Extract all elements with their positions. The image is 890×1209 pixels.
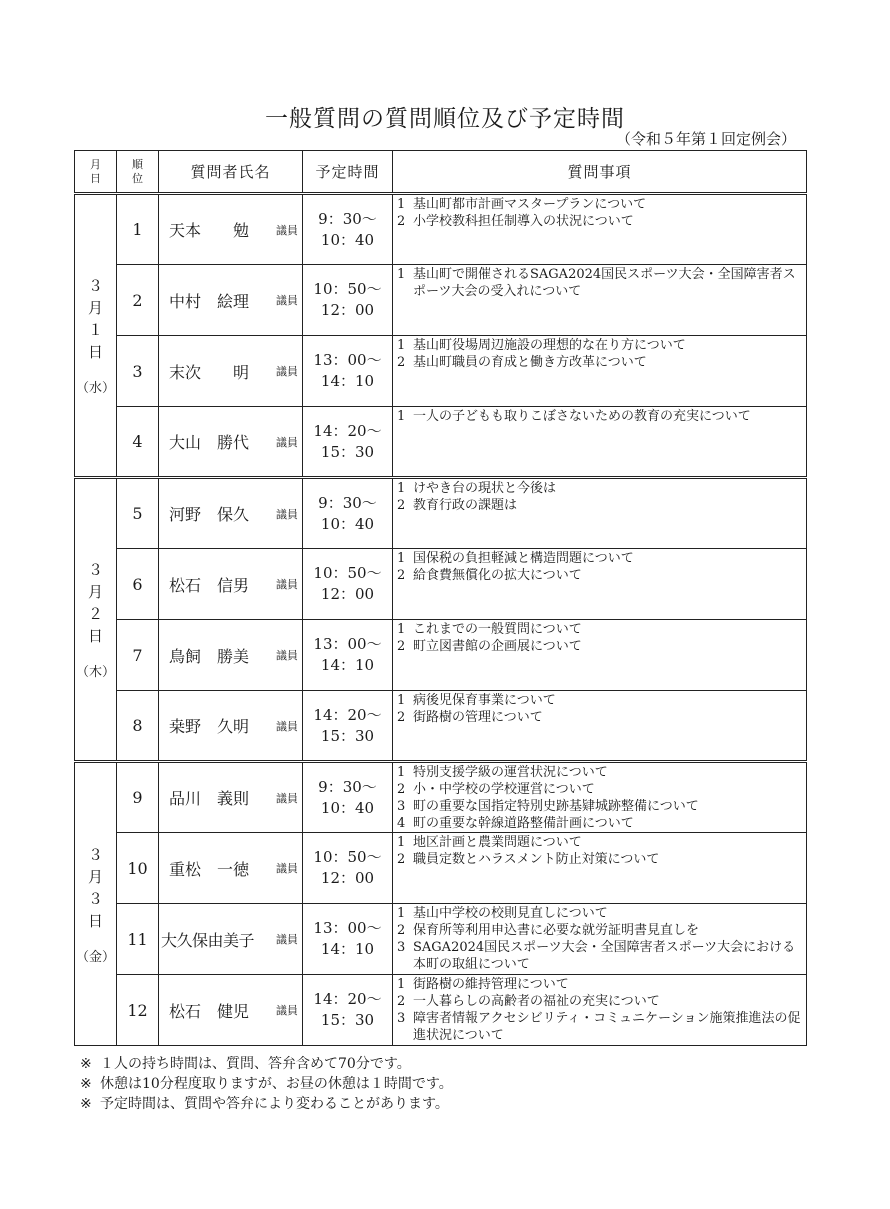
topic-number: 2 bbox=[397, 639, 406, 654]
topic-number: 1 bbox=[397, 551, 406, 566]
order-number: 6 bbox=[117, 549, 159, 620]
list-item bbox=[397, 408, 802, 425]
date-line: １ bbox=[87, 321, 103, 339]
time-start: 13：00〜 bbox=[313, 919, 382, 937]
scheduled-time bbox=[303, 407, 393, 478]
list-item bbox=[397, 764, 802, 781]
questioner-cell bbox=[159, 691, 303, 762]
date-line: 日 bbox=[87, 911, 103, 930]
order-number: 12 bbox=[117, 975, 159, 1046]
order-number: 8 bbox=[117, 691, 159, 762]
topic-text: 町の重要な国指定特別史跡基肄城跡整備について bbox=[413, 799, 699, 814]
date-line: ３ bbox=[87, 889, 103, 908]
list-item bbox=[397, 266, 802, 300]
time-start: 14：20〜 bbox=[313, 705, 382, 724]
questioner-name: 大久保由美子 bbox=[161, 930, 255, 950]
topic-text: 保育所等利用申込書に必要な就労証明書見直しを bbox=[413, 923, 700, 938]
header-row bbox=[75, 151, 807, 194]
questioner-name: 品川 義則 bbox=[169, 789, 250, 808]
topic-text: 教育行政の課題は bbox=[413, 498, 518, 513]
scheduled-time bbox=[303, 833, 393, 904]
weekday: （金） bbox=[75, 949, 115, 965]
header-name: 質問者氏名 bbox=[159, 151, 303, 194]
topic-text: 職員定数とハラスメント防止対策について bbox=[413, 852, 660, 867]
date-line: 日 bbox=[87, 627, 103, 645]
list-item bbox=[397, 1010, 802, 1044]
topic-text: 小・中学校の学校運営について bbox=[413, 782, 595, 797]
time-end: 10：40 bbox=[320, 230, 375, 249]
topic-text: 国保税の負担軽減と構造問題について bbox=[413, 551, 634, 566]
topic-number: 2 bbox=[397, 710, 406, 725]
questioner-cell bbox=[159, 904, 303, 975]
topic-text: 特別支援学級の運営状況について bbox=[413, 765, 608, 780]
date-line: 月 bbox=[87, 583, 103, 601]
topic-number: 2 bbox=[397, 568, 406, 583]
topic-text: SAGA2024国民スポーツ大会・全国障害者スポーツ大会における本町の取組について bbox=[413, 940, 796, 972]
time-start: 13：00〜 bbox=[313, 635, 382, 653]
questioner-name: 天本 勉 bbox=[169, 221, 250, 240]
note-mark: ※ bbox=[80, 1096, 92, 1112]
topic-number: 1 bbox=[397, 409, 406, 424]
questioner-role: 議員 bbox=[276, 649, 298, 662]
questioner-name: 中村 絵理 bbox=[169, 291, 250, 311]
table-row bbox=[75, 975, 807, 1046]
topic-number: 2 bbox=[397, 355, 406, 370]
question-topics bbox=[393, 407, 807, 478]
order-number: 9 bbox=[117, 762, 159, 833]
order-number: 3 bbox=[117, 336, 159, 407]
order-number: 2 bbox=[117, 265, 159, 336]
topic-text: 町の重要な幹線道路整備計画について bbox=[413, 816, 634, 831]
questioner-name: 鳥飼 勝美 bbox=[169, 646, 250, 666]
question-topics bbox=[393, 478, 807, 549]
list-item bbox=[397, 213, 802, 230]
topic-text: 給食費無償化の拡大について bbox=[413, 568, 582, 583]
scheduled-time bbox=[303, 336, 393, 407]
document-subtitle: （令和５年第１回定例会） bbox=[615, 130, 796, 148]
scheduled-time bbox=[303, 265, 393, 336]
date-cell bbox=[75, 194, 117, 478]
topic-number: 1 bbox=[397, 693, 406, 708]
list-item bbox=[397, 834, 802, 851]
topic-number: 1 bbox=[397, 835, 406, 850]
time-end: 15：30 bbox=[320, 726, 375, 745]
table-row bbox=[75, 762, 807, 833]
topic-number: 1 bbox=[397, 977, 406, 992]
list-item bbox=[397, 798, 802, 815]
date-group bbox=[75, 762, 807, 1046]
list-item bbox=[397, 922, 802, 939]
topic-number: 2 bbox=[397, 852, 406, 867]
questioner-role: 議員 bbox=[276, 294, 298, 307]
list-item bbox=[397, 567, 802, 584]
topic-number: 2 bbox=[397, 498, 406, 513]
topic-text: 町立図書館の企画展について bbox=[413, 639, 582, 654]
notes bbox=[80, 1054, 453, 1114]
order-number: 4 bbox=[117, 407, 159, 478]
questioner-cell bbox=[159, 407, 303, 478]
table-row bbox=[75, 265, 807, 336]
questioner-role: 議員 bbox=[276, 791, 298, 805]
questioner-role: 議員 bbox=[276, 1004, 298, 1017]
time-start: 14：20〜 bbox=[313, 421, 382, 440]
list-item bbox=[397, 815, 802, 832]
date-line: ３ bbox=[87, 277, 103, 295]
date-line: 月 bbox=[87, 867, 103, 886]
header-date-bottom: 日 bbox=[90, 171, 101, 185]
questioner-name: 大山 勝代 bbox=[169, 433, 250, 452]
topic-number: 2 bbox=[397, 214, 406, 229]
list-item bbox=[397, 638, 802, 655]
topic-text: 基山町で開催されるSAGA2024国民スポーツ大会・全国障害者スポーツ大会の受入れについて bbox=[413, 267, 796, 299]
questioner-cell bbox=[159, 336, 303, 407]
date-group bbox=[75, 194, 807, 478]
topic-text: 病後児保育事業について bbox=[413, 693, 556, 708]
list-item bbox=[397, 781, 802, 798]
topic-text: 基山町都市計画マスタープランについて bbox=[413, 197, 647, 212]
topic-text: これまでの一般質問について bbox=[413, 622, 582, 637]
list-item bbox=[397, 550, 802, 567]
header-order-top: 順 bbox=[132, 157, 143, 171]
topic-number: 3 bbox=[397, 1011, 406, 1026]
header-time: 予定時間 bbox=[303, 151, 393, 194]
questioner-name: 松石 健児 bbox=[169, 1001, 250, 1021]
table-row bbox=[75, 407, 807, 478]
date-line: ３ bbox=[87, 845, 103, 864]
topic-text: 小学校教科担任制導入の状況について bbox=[413, 214, 634, 229]
topic-number: 2 bbox=[397, 782, 406, 797]
question-topics bbox=[393, 762, 807, 833]
list-item bbox=[397, 939, 802, 973]
question-topics bbox=[393, 549, 807, 620]
time-end: 10：40 bbox=[320, 514, 375, 533]
time-end: 12：00 bbox=[320, 301, 375, 319]
questioner-cell bbox=[159, 194, 303, 265]
time-end: 15：30 bbox=[320, 1011, 375, 1029]
topic-number: 2 bbox=[397, 994, 406, 1009]
order-number: 1 bbox=[117, 194, 159, 265]
questioner-role: 議員 bbox=[276, 578, 298, 591]
time-start: 9：30〜 bbox=[318, 209, 377, 228]
header-date bbox=[75, 151, 117, 194]
topic-number: 1 bbox=[397, 906, 406, 921]
topic-number: 3 bbox=[397, 799, 406, 814]
table-row bbox=[75, 478, 807, 549]
questioner-role: 議員 bbox=[276, 933, 298, 946]
list-item bbox=[397, 709, 802, 726]
question-topics bbox=[393, 336, 807, 407]
question-topics bbox=[393, 265, 807, 336]
header-order bbox=[117, 151, 159, 194]
order-number: 10 bbox=[117, 833, 159, 904]
topic-number: 1 bbox=[397, 622, 406, 637]
list-item bbox=[397, 621, 802, 638]
question-topics bbox=[393, 194, 807, 265]
table-row bbox=[75, 549, 807, 620]
topic-number: 1 bbox=[397, 481, 406, 496]
scheduled-time bbox=[303, 620, 393, 691]
topic-number: 4 bbox=[397, 816, 406, 831]
topic-text: 街路樹の維持管理について bbox=[413, 977, 569, 992]
questioner-role: 議員 bbox=[276, 435, 298, 449]
list-item bbox=[397, 993, 802, 1010]
topic-number: 2 bbox=[397, 923, 406, 938]
question-topics bbox=[393, 975, 807, 1046]
scheduled-time bbox=[303, 762, 393, 833]
table-row bbox=[75, 620, 807, 691]
time-end: 14：10 bbox=[320, 372, 375, 390]
date-cell bbox=[75, 478, 117, 762]
time-end: 12：00 bbox=[320, 585, 375, 603]
topic-text: 障害者情報アクセシビリティ・コミュニケーション施策推進法の促進状況について bbox=[413, 1011, 801, 1043]
list-item bbox=[397, 851, 802, 868]
topic-number: 1 bbox=[397, 197, 406, 212]
header-order-bottom: 位 bbox=[132, 171, 143, 185]
time-start: 9：30〜 bbox=[318, 493, 377, 512]
question-topics bbox=[393, 904, 807, 975]
list-item bbox=[397, 337, 802, 354]
list-item bbox=[397, 480, 802, 497]
scheduled-time bbox=[303, 975, 393, 1046]
schedule-table bbox=[74, 150, 807, 1046]
questioner-name: 桒野 久明 bbox=[169, 717, 250, 736]
time-start: 9：30〜 bbox=[318, 777, 377, 796]
topic-number: 3 bbox=[397, 940, 406, 955]
questioner-cell bbox=[159, 549, 303, 620]
questioner-role: 議員 bbox=[276, 719, 298, 733]
note-text: 予定時間は、質問や答弁により変わることがあります。 bbox=[100, 1096, 449, 1112]
questioner-role: 議員 bbox=[276, 223, 298, 237]
table-row bbox=[75, 904, 807, 975]
questioner-name: 河野 保久 bbox=[169, 505, 250, 524]
questioner-name: 松石 信男 bbox=[169, 575, 250, 595]
time-start: 10：50〜 bbox=[313, 280, 382, 298]
topic-number: 1 bbox=[397, 267, 406, 282]
topic-number: 1 bbox=[397, 765, 406, 780]
list-item bbox=[397, 354, 802, 371]
scheduled-time bbox=[303, 194, 393, 265]
questioner-role: 議員 bbox=[276, 862, 298, 875]
weekday: （水） bbox=[75, 381, 115, 396]
date-line: 月 bbox=[87, 299, 103, 317]
list-item bbox=[397, 196, 802, 213]
question-topics bbox=[393, 691, 807, 762]
header-date-top: 月 bbox=[90, 157, 101, 171]
questioner-cell bbox=[159, 265, 303, 336]
scheduled-time bbox=[303, 549, 393, 620]
order-number: 7 bbox=[117, 620, 159, 691]
list-item bbox=[397, 692, 802, 709]
questioner-cell bbox=[159, 762, 303, 833]
topic-text: 一人の子どもも取りこぼさないための教育の充実について bbox=[413, 409, 751, 424]
question-topics bbox=[393, 833, 807, 904]
date-line: ２ bbox=[87, 605, 103, 623]
time-end: 14：10 bbox=[320, 940, 375, 958]
table-row bbox=[75, 336, 807, 407]
note-mark: ※ bbox=[80, 1076, 92, 1092]
time-end: 14：10 bbox=[320, 656, 375, 674]
time-start: 10：50〜 bbox=[313, 564, 382, 582]
scheduled-time bbox=[303, 904, 393, 975]
topic-text: 基山中学校の校則見直しについて bbox=[413, 906, 608, 921]
questioner-name: 重松 一徳 bbox=[169, 859, 250, 879]
time-start: 14：20〜 bbox=[313, 990, 382, 1008]
note-text: 休憩は10分程度取りますが、お昼の休憩は１時間です。 bbox=[100, 1076, 453, 1092]
header-topics: 質問事項 bbox=[393, 151, 807, 194]
topic-text: けやき台の現状と今後は bbox=[413, 481, 557, 496]
questioner-name: 末次 明 bbox=[169, 362, 250, 382]
note-line bbox=[80, 1094, 453, 1114]
list-item bbox=[397, 497, 802, 514]
date-line: 日 bbox=[87, 343, 103, 361]
time-start: 10：50〜 bbox=[313, 848, 382, 866]
questioner-role: 議員 bbox=[276, 365, 298, 378]
question-topics bbox=[393, 620, 807, 691]
order-number: 11 bbox=[117, 904, 159, 975]
table-row bbox=[75, 691, 807, 762]
questioner-cell bbox=[159, 620, 303, 691]
topic-text: 基山町役場周辺施設の理想的な在り方について bbox=[413, 338, 686, 353]
scheduled-time bbox=[303, 478, 393, 549]
document-title: 一般質問の質問順位及び予定時間 bbox=[265, 106, 625, 132]
weekday: （木） bbox=[75, 665, 115, 680]
note-text: １人の持ち時間は、質問、答弁含めて70分です。 bbox=[100, 1056, 411, 1072]
date-line: ３ bbox=[87, 561, 103, 579]
note-line bbox=[80, 1074, 453, 1094]
list-item bbox=[397, 976, 802, 993]
list-item bbox=[397, 905, 802, 922]
date-group bbox=[75, 478, 807, 762]
questioner-cell bbox=[159, 478, 303, 549]
time-end: 10：40 bbox=[320, 798, 375, 817]
questioner-cell bbox=[159, 975, 303, 1046]
note-line bbox=[80, 1054, 453, 1074]
topic-text: 一人暮らしの高齢者の福祉の充実について bbox=[413, 994, 660, 1009]
note-mark: ※ bbox=[80, 1056, 92, 1072]
table-row bbox=[75, 833, 807, 904]
time-start: 13：00〜 bbox=[313, 351, 382, 369]
topic-number: 1 bbox=[397, 338, 406, 353]
table-row bbox=[75, 194, 807, 265]
questioner-cell bbox=[159, 833, 303, 904]
order-number: 5 bbox=[117, 478, 159, 549]
topic-text: 地区計画と農業問題について bbox=[413, 835, 582, 850]
questioner-role: 議員 bbox=[276, 507, 298, 521]
topic-text: 街路樹の管理について bbox=[413, 710, 543, 725]
time-end: 15：30 bbox=[320, 442, 375, 461]
topic-text: 基山町職員の育成と働き方改革について bbox=[413, 355, 647, 370]
time-end: 12：00 bbox=[320, 869, 375, 887]
scheduled-time bbox=[303, 691, 393, 762]
date-cell bbox=[75, 762, 117, 1046]
